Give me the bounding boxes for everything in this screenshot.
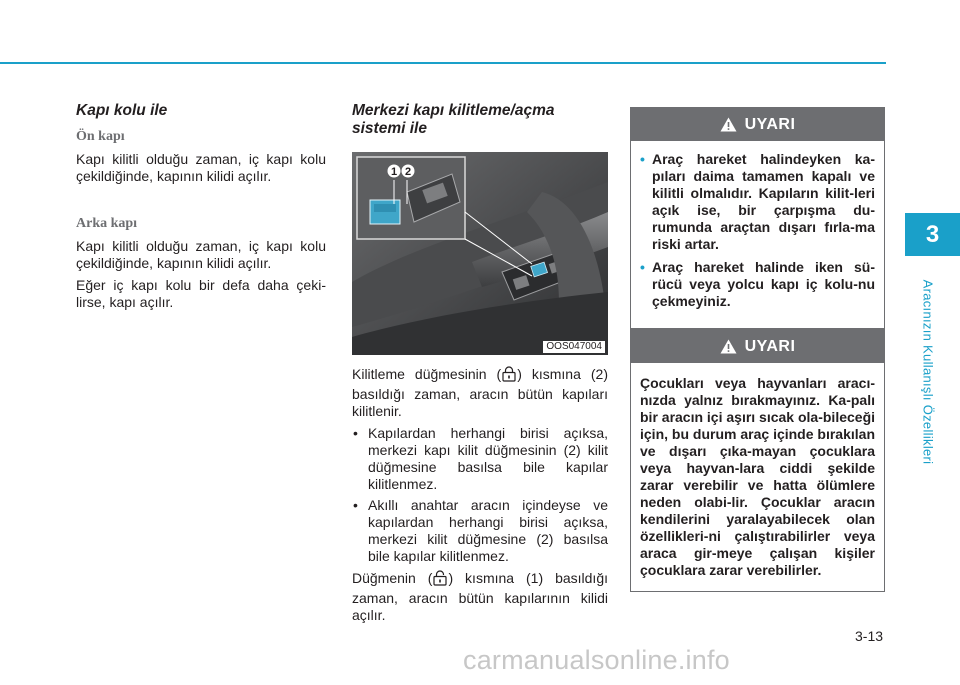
warning-triangle-icon bbox=[720, 339, 737, 354]
lock-icon bbox=[502, 366, 516, 386]
rear-door-text-1: Kapı kilitli olduğu zaman, iç kapı kolu çekildiğinde, kapının kilidi açılır. bbox=[76, 238, 326, 271]
warning-text: Çocukları veya hayvanları aracı-nızda yalnız bırakmayınız. Ka-palı bir aracın içi aşırı sıcak ola-bileceği için, bu durum araç içinde bırakılan ve dışarı çıka-mayan çocuklara veya hayvan-lara ciddi şekilde zarar verebilir ve hatta ölümlere neden olabi-lir. Çocuklar aracın kendilerini yaralayabilecek olan özellikleri-ni çalıştırabilirler veya araca gir-meye çalışan kişiler çocuklara zarar verebilirler. bbox=[640, 375, 876, 578]
warning-box-1 bbox=[630, 107, 885, 329]
left-column bbox=[76, 102, 326, 316]
lock-intro-paragraph bbox=[352, 366, 608, 420]
section-title-door-handle: Kapı kolu ile bbox=[76, 102, 168, 119]
unlock-after: ) kısmına (1) basıldığı zaman, aracın bütün kapılarının kilidi açılır. bbox=[352, 570, 608, 623]
unlock-paragraph bbox=[352, 570, 608, 624]
warning-triangle-icon bbox=[720, 117, 737, 132]
top-rule bbox=[0, 62, 886, 64]
door-panel-figure bbox=[352, 152, 608, 355]
door-panel-illustration bbox=[352, 152, 608, 355]
section-title-central-lock: Merkezi kapı kilitleme/açma sistemi ile bbox=[352, 102, 555, 137]
chapter-tab: 3 bbox=[905, 213, 960, 256]
warning-body-1 bbox=[631, 141, 884, 328]
rear-door-text-2: Eğer iç kapı kolu bir defa daha çeki-lirse, kapı açılır. bbox=[76, 277, 326, 310]
watermark: carmanualsonline.info bbox=[463, 645, 730, 675]
warning-header-label: UYARI bbox=[744, 337, 796, 355]
unlock-before: Düğmenin ( bbox=[352, 570, 433, 586]
middle-column bbox=[352, 102, 608, 629]
warning-header-1 bbox=[631, 108, 884, 141]
warning-item: • Araç hareket halindeyken ka-pıları daima tamamen kapalı ve kilitli olmalıdır. Kapıların kilit-leri açık ise, bir çarpışma du-rumunda araçtan dışarı fırla-ma riski artar. bbox=[640, 151, 875, 253]
subtitle-rear-door: Arka kapı bbox=[76, 216, 138, 231]
figure-code: OOS047004 bbox=[543, 341, 605, 353]
lock-notes-list bbox=[352, 425, 608, 565]
lock-note-item: • Kapılardan herhangi birisi açıksa, merkezi kapı kilit düğmesinin (2) kilit düğmesine basılsa bile kapılar kilitlenmez. bbox=[352, 425, 608, 493]
lock-intro-before: Kilitleme düğmesinin ( bbox=[352, 366, 502, 382]
warning-header-label: UYARI bbox=[744, 115, 796, 133]
page-number: 3-13 bbox=[855, 628, 884, 644]
lock-intro-after: ) kısmına (2) basıldığı zaman, aracın bütün kapıları kilitlenir. bbox=[352, 366, 608, 419]
warning-body-2 bbox=[631, 363, 884, 591]
warning-item: • Araç hareket halinde iken sü-rücü veya yolcu kapı iç kolu-nu çekmeyiniz. bbox=[640, 259, 875, 310]
unlock-icon bbox=[433, 570, 447, 590]
warning-box-2 bbox=[630, 329, 885, 592]
front-door-text: Kapı kilitli olduğu zaman, iç kapı kolu çekildiğinde, kapının kilidi açılır. bbox=[76, 151, 326, 184]
lock-note-item: • Akıllı anahtar aracın içindeyse ve kapılardan herhangi birisi açıksa, merkezi kilit düğmesine (2) basılsa bile kapılar kilitlenmez. bbox=[352, 497, 608, 565]
callout-1: 1 bbox=[390, 166, 398, 178]
chapter-side-title: Aracınızın Kullanışlı Özellikleri bbox=[920, 279, 936, 465]
subtitle-front-door: Ön kapı bbox=[76, 129, 125, 144]
callout-2: 2 bbox=[404, 166, 412, 178]
warning-header-2 bbox=[631, 330, 884, 363]
